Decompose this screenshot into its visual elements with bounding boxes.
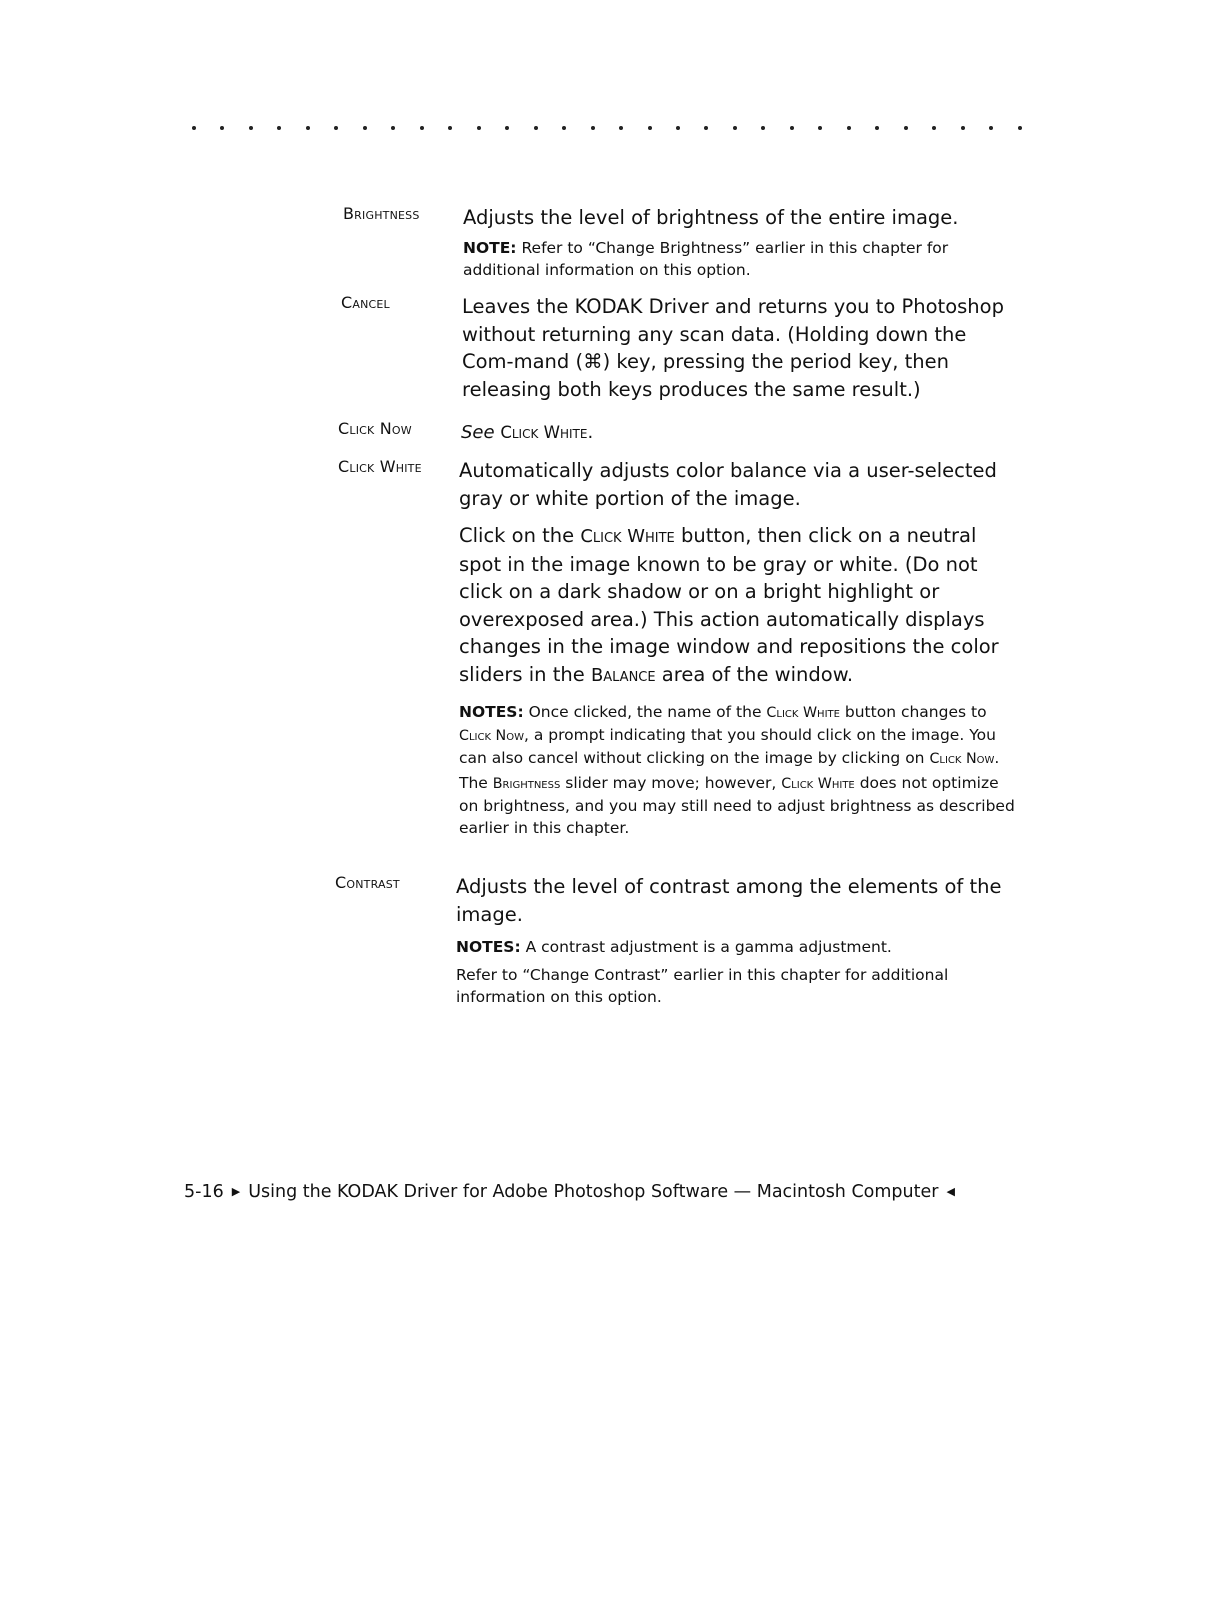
header-dot — [363, 126, 367, 130]
header-dot — [391, 126, 395, 130]
header-dot-rule — [192, 126, 1022, 130]
definition-click-now — [461, 419, 1021, 447]
term-click-now: Click Now — [338, 419, 412, 438]
header-dot — [477, 126, 481, 130]
text-run: slider may move; however, — [565, 774, 777, 792]
inline-term: Click Now — [459, 728, 524, 744]
text-run: button, then click on a neutral spot in the image known to be gray or white. (Do not click on a dark shadow or on a bright highlight or overexposed area.) This action automatically displays changes in the image window and repositions the color sliders in the — [459, 524, 999, 686]
term-contrast: Contrast — [335, 873, 400, 892]
header-dot — [1018, 126, 1022, 130]
inline-term: Brightness — [492, 776, 561, 792]
header-dot — [847, 126, 851, 130]
header-dot — [761, 126, 765, 130]
header-dot — [334, 126, 338, 130]
note-label: NOTE: — [463, 238, 517, 257]
inline-term: Click Now — [929, 751, 995, 767]
header-dot — [704, 126, 708, 130]
notes-label: NOTES: — [459, 703, 524, 721]
inline-term: Click White — [766, 705, 840, 721]
definition-text: Automatically adjusts color balance via a user-selected gray or white portion of the image. — [459, 459, 997, 510]
text-run: button changes to — [844, 703, 987, 721]
see-word: See — [461, 422, 495, 443]
text-run: Once clicked, the name of the — [528, 703, 762, 721]
definition-text — [461, 419, 1021, 447]
header-dot — [306, 126, 310, 130]
definition-contrast — [456, 873, 1016, 1008]
header-dot — [932, 126, 936, 130]
header-dot — [420, 126, 424, 130]
header-dot — [220, 126, 224, 130]
header-dot — [818, 126, 822, 130]
text-run: area of the window. — [661, 662, 854, 686]
footer-title: Using the KODAK Driver for Adobe Photoshop Software — Macintosh Computer — [248, 1182, 939, 1202]
header-dot — [505, 126, 509, 130]
cross-reference: Click White — [500, 423, 588, 442]
note-paragraph — [463, 237, 1023, 281]
header-dot — [733, 126, 737, 130]
header-dot — [961, 126, 965, 130]
right-triangle-icon: ▶ — [231, 1185, 241, 1198]
header-dot — [648, 126, 652, 130]
header-dot — [249, 126, 253, 130]
definition-click-white — [459, 457, 1019, 839]
term-click-white: Click White — [338, 457, 422, 476]
inline-term: Balance — [590, 664, 656, 686]
note-text: A contrast adjustment is a gamma adjustment. — [525, 938, 892, 956]
text-run: does not optimize on brightness, and you may still need to adjust brightness as described earlier in this chapter. — [459, 774, 1015, 837]
page-footer — [184, 1182, 963, 1202]
header-dot — [192, 126, 196, 130]
inline-term: Click White — [580, 526, 675, 547]
note-text: Refer to “Change Brightness” earlier in this chapter for additional information on this option. — [463, 238, 949, 279]
period: . — [587, 422, 594, 443]
definition-text: Leaves the KODAK Driver and returns you to Photoshop without returning any scan data. (Holding down the Com-mand (⌘) key, pressing the period key, then releasing both keys produces the same result.) — [462, 295, 1004, 401]
header-dot — [790, 126, 794, 130]
definition-text: Adjusts the level of contrast among the elements of the image. — [456, 875, 1002, 926]
notes-paragraph-2 — [459, 772, 1019, 839]
header-dot — [619, 126, 623, 130]
left-triangle-icon: ◀ — [946, 1185, 955, 1198]
text-run: . — [994, 749, 1000, 767]
header-dot — [534, 126, 538, 130]
header-dot — [904, 126, 908, 130]
definition-text: Adjusts the level of brightness of the entire image. — [463, 206, 959, 229]
page-number: 5-16 — [184, 1182, 224, 1202]
term-cancel: Cancel — [341, 293, 390, 312]
header-dot — [591, 126, 595, 130]
notes-label: NOTES: — [456, 938, 521, 956]
header-dot — [562, 126, 566, 130]
notes-paragraph-2: Refer to “Change Contrast” earlier in this chapter for additional information on this option. — [456, 966, 949, 1006]
header-dot — [676, 126, 680, 130]
header-dot — [989, 126, 993, 130]
definition-cancel — [462, 293, 1022, 403]
definition-brightness — [463, 204, 1023, 281]
term-brightness: Brightness — [343, 204, 420, 223]
header-dot — [875, 126, 879, 130]
text-run: Click on the — [459, 524, 575, 547]
notes-paragraph-1 — [459, 701, 1019, 770]
header-dot — [448, 126, 452, 130]
text-run: The — [459, 774, 488, 792]
inline-term: Click White — [781, 776, 855, 792]
header-dot — [277, 126, 281, 130]
definition-paragraph-2 — [459, 522, 1019, 689]
notes-paragraph-1 — [456, 936, 1016, 958]
text-run: , a prompt indicating that you should click on the image. You can also cancel without clicking on the image by clicking on — [459, 726, 996, 767]
